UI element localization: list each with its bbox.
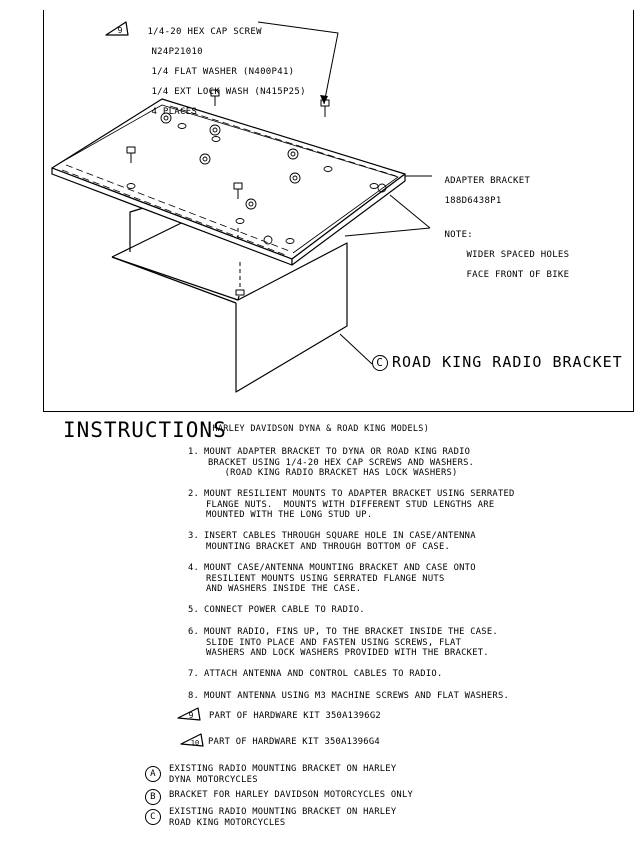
instruction-step bbox=[188, 563, 476, 595]
note-leader bbox=[390, 195, 430, 228]
adapter-bracket-plate bbox=[52, 99, 405, 265]
instruction-step bbox=[188, 447, 474, 479]
instruction-step bbox=[188, 691, 509, 702]
legend-text: EXISTING RADIO MOUNTING BRACKET ON HARLEY DYNA MOTORCYCLES bbox=[169, 764, 397, 785]
radio-bracket-leader bbox=[340, 334, 372, 364]
step-text: MOUNT ANTENNA USING M3 MACHINE SCREWS AND FLAT WASHERS. bbox=[204, 691, 510, 701]
instruction-step bbox=[188, 669, 443, 680]
adapter-bracket-name: ADAPTER BRACKET bbox=[444, 176, 531, 186]
step-number: 7. bbox=[188, 669, 200, 679]
legend-text: EXISTING RADIO MOUNTING BRACKET ON HARLEY ROAD KING MOTORCYCLES bbox=[169, 807, 397, 828]
kit-text: PART OF HARDWARE KIT 350A1396G4 bbox=[208, 737, 380, 747]
step-text: MOUNTED WITH THE LONG STUD UP. bbox=[206, 510, 373, 520]
radio-bracket-text: ROAD KING RADIO BRACKET bbox=[392, 353, 623, 371]
adapter-bracket-label bbox=[433, 166, 530, 206]
step-text: MOUNT ADAPTER BRACKET TO DYNA OR ROAD KING RADIO bbox=[204, 447, 471, 457]
note-label bbox=[433, 220, 569, 280]
step-text: FLANGE NUTS. MOUNTS WITH DIFFERENT STUD LENGTHS ARE bbox=[206, 499, 495, 510]
step-number: 8. bbox=[188, 691, 200, 701]
note-line: FACE FRONT OF BIKE bbox=[466, 270, 570, 280]
callout-number: 9 bbox=[117, 26, 123, 35]
circle-b-marker: B bbox=[145, 789, 161, 805]
step-number: 6. bbox=[188, 627, 200, 637]
step-text: MOUNT CASE/ANTENNA MOUNTING BRACKET AND CASE ONTO bbox=[204, 563, 476, 573]
circle-a-marker: A bbox=[145, 766, 161, 782]
step-text: AND WASHERS INSIDE THE CASE. bbox=[206, 584, 362, 594]
circle-c-marker: C bbox=[372, 355, 388, 371]
step-text: WASHERS AND LOCK WASHERS PROVIDED WITH THE BRACKET. bbox=[206, 648, 489, 658]
step-text: ATTACH ANTENNA AND CONTROL CABLES TO RADIO. bbox=[204, 669, 443, 679]
kit-number-10: 10 bbox=[190, 739, 200, 747]
kit-text: PART OF HARDWARE KIT 350A1396G2 bbox=[209, 711, 381, 721]
step-text: BRACKET USING 1/4-20 HEX CAP SCREWS AND WASHERS. bbox=[208, 457, 475, 468]
step-text: MOUNT RESILIENT MOUNTS TO ADAPTER BRACKET USING SERRATED bbox=[204, 489, 515, 499]
instructions-subtitle: (HARLEY DAVIDSON DYNA & ROAD KING MODELS) bbox=[207, 424, 430, 434]
instruction-step bbox=[188, 531, 476, 552]
callout-line: 1/4-20 HEX CAP SCREW bbox=[147, 27, 262, 37]
hardware-kit-10 bbox=[208, 737, 380, 747]
step-number: 2. bbox=[188, 489, 200, 499]
step-text: INSERT CABLES THROUGH SQUARE HOLE IN CASE/ANTENNA bbox=[204, 531, 476, 541]
step-text: MOUNT RADIO, FINS UP, TO THE BRACKET INSIDE THE CASE. bbox=[204, 627, 498, 637]
note-heading: NOTE: bbox=[444, 230, 474, 240]
kit-number-9: 9 bbox=[188, 711, 194, 720]
road-king-radio-bracket-label bbox=[372, 353, 623, 371]
step-number: 3. bbox=[188, 531, 200, 541]
callout-line: N24P21010 bbox=[151, 47, 203, 57]
callout-line: 1/4 EXT LOCK WASH (N415P25) bbox=[151, 87, 306, 97]
instructions-title: INSTRUCTIONS bbox=[63, 418, 227, 442]
step-text: SLIDE INTO PLACE AND FASTEN USING SCREWS, FLAT bbox=[206, 637, 462, 648]
note-line: WIDER SPACED HOLES bbox=[466, 250, 570, 260]
hardware-kit-9 bbox=[209, 711, 381, 721]
step-number: 4. bbox=[188, 563, 200, 573]
step-number: 5. bbox=[188, 605, 200, 615]
legend-text: BRACKET FOR HARLEY DAVIDSON MOTORCYCLES ONLY bbox=[169, 790, 414, 800]
instruction-step bbox=[188, 605, 365, 616]
hex-cap-screw-callout bbox=[136, 17, 306, 117]
step-number: 1. bbox=[188, 447, 200, 457]
circle-c-marker: C bbox=[145, 809, 161, 825]
step-text: MOUNTING BRACKET AND THROUGH BOTTOM OF CASE. bbox=[206, 541, 451, 552]
step-text: CONNECT POWER CABLE TO RADIO. bbox=[204, 605, 365, 615]
adapter-bracket-part: 188D6438P1 bbox=[444, 196, 502, 206]
callout-line: 4 PLACES bbox=[151, 107, 198, 117]
instruction-step bbox=[188, 627, 498, 659]
step-text: (ROAD KING RADIO BRACKET HAS LOCK WASHERS) bbox=[208, 468, 458, 478]
instruction-step bbox=[188, 489, 515, 521]
step-text: RESILIENT MOUNTS USING SERRATED FLANGE NUTS bbox=[206, 573, 445, 584]
callout-line: 1/4 FLAT WASHER (N400P41) bbox=[151, 67, 295, 77]
